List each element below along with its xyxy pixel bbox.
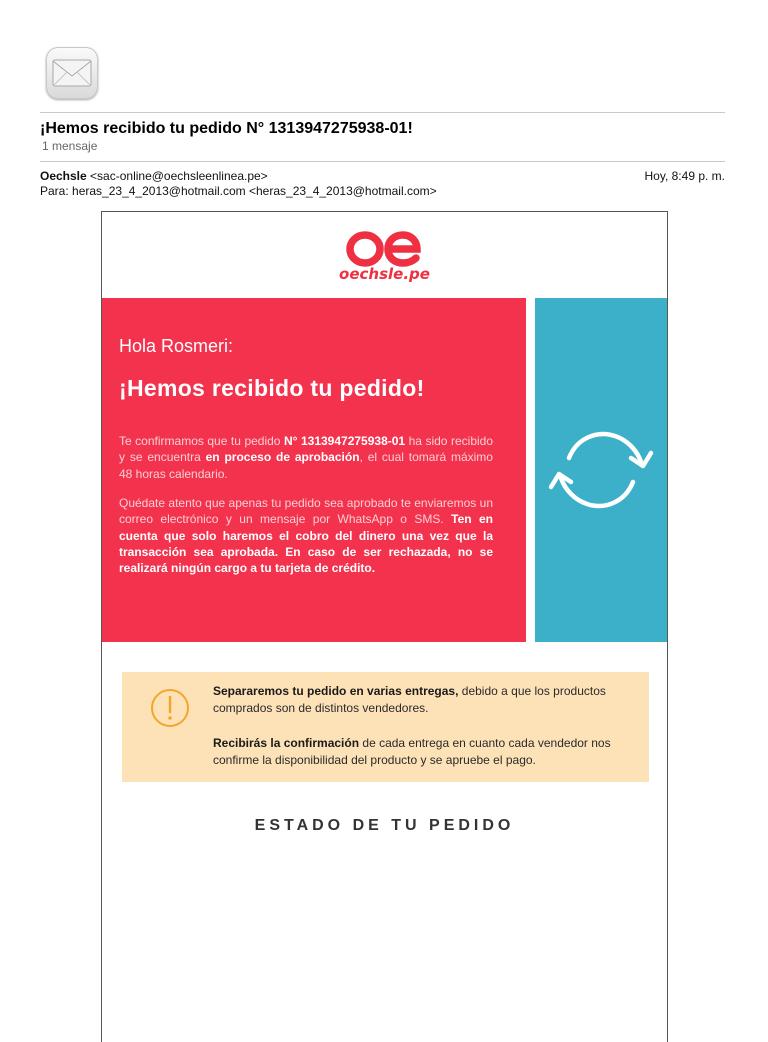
notice-line-2 <box>213 735 633 769</box>
p1-text-b: ha sido recibido y se encuentra <box>119 434 494 465</box>
refresh-panel <box>535 298 667 642</box>
confirmation-paragraph <box>119 433 493 482</box>
notice-line-1-rest: debido a que los productos comprados son de distintos vendedores. <box>213 684 606 715</box>
header-divider <box>40 112 725 113</box>
headline: ¡Hemos recibido tu pedido! <box>119 375 425 401</box>
p1-text-a: Te confirmamos que tu pedido <box>119 434 284 448</box>
greeting: Hola Rosmeri: <box>119 336 234 356</box>
oe-logo-icon <box>345 228 425 268</box>
notice-line-1-bold: Separaremos tu pedido en varias entregas, <box>213 684 459 698</box>
order-status: en proceso de aprobación <box>205 450 360 465</box>
sender-address[interactable]: <sac-online@oechsleenlinea.pe> <box>90 169 268 183</box>
p2-text-a: Quédate atento que apenas tu pedido sea aprobado te enviaremos un correo electrónico y un mensaje por WhatsApp o SMS. <box>119 496 493 527</box>
envelope-icon <box>52 59 92 87</box>
recipient-address[interactable]: heras_23_4_2013@hotmail.com <heras_23_4_2013@hotmail.com> <box>72 184 437 198</box>
sender-name[interactable]: Oechsle <box>40 169 87 183</box>
notice-line-1 <box>213 683 633 717</box>
split-delivery-notice <box>122 672 649 782</box>
message-count: 1 mensaje <box>42 139 98 153</box>
recipient-label: Para: <box>40 184 69 198</box>
notice-paragraph <box>119 495 493 576</box>
notice-line-2-rest: de cada entrega en cuanto cada vendedor nos confirme la disponibilidad del producto y se apruebe el pago. <box>213 736 611 767</box>
p2-text-bold: Ten en cuenta que solo haremos el cobro del dinero una vez que la transacción sea aprobada. En caso de ser rechazada, no se realizará ningún cargo a tu tarjeta de crédito. <box>119 512 493 576</box>
email-body-card <box>101 211 668 1042</box>
logo-text: oechsle.pe <box>339 265 430 283</box>
subject-divider <box>40 161 725 162</box>
brand-logo[interactable] <box>102 228 667 283</box>
sender-line <box>40 169 268 183</box>
order-number: N° 1313947275938-01 <box>284 434 406 448</box>
recipient-line <box>40 184 437 198</box>
mail-app-icon <box>46 47 98 99</box>
notice-line-2-bold: Recibirás la confirmación <box>213 736 360 750</box>
warning-icon <box>149 687 191 729</box>
email-subject: ¡Hemos recibido tu pedido N° 1313947275938-01! <box>40 120 413 137</box>
refresh-icon <box>545 420 657 520</box>
email-date: Hoy, 8:49 p. m. <box>644 169 725 183</box>
order-received-panel <box>102 298 526 642</box>
order-status-title: ESTADO DE TU PEDIDO <box>254 817 515 834</box>
p1-text-c: , el cual tomará máximo 48 horas calendario. <box>119 450 493 481</box>
